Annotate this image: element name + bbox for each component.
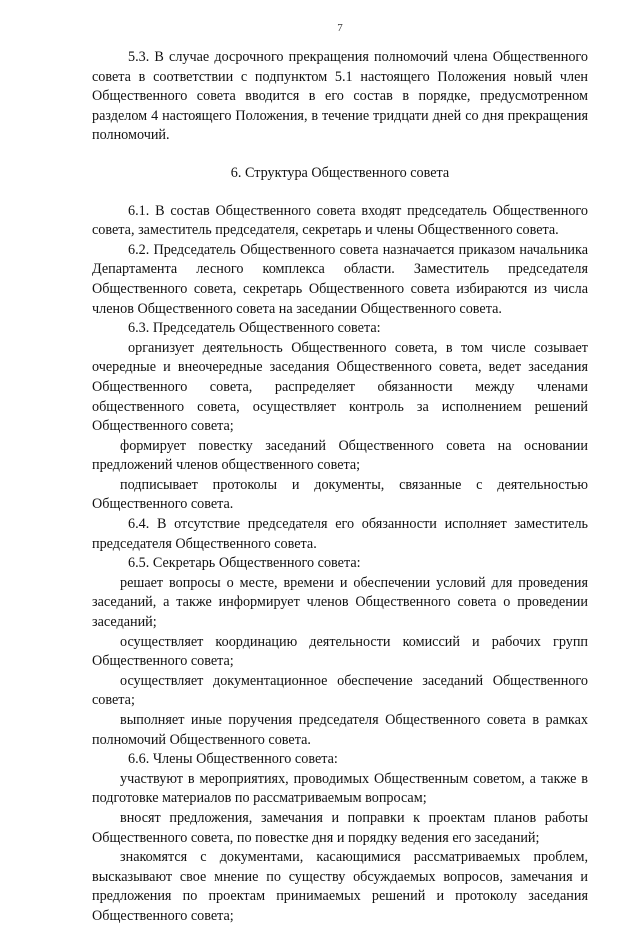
paragraph-6-6-proposals: вносят предложения, замечания и поправки к проектам планов работы Общественного совета, по повестке дня и порядку ведения его заседаний; xyxy=(92,809,588,846)
paragraph-6-5-coordination: осуществляет координацию деятельности комиссий и рабочих групп Общественного совета; xyxy=(92,633,588,670)
paragraph-6-3: 6.3. Председатель Общественного совета: xyxy=(128,320,381,337)
paragraph-6-6-participate: участвуют в мероприятиях, проводимых Общественным советом, а также в подготовке материалов по рассматриваемым вопросам; xyxy=(92,770,588,807)
paragraph-6-4: 6.4. В отсутствие председателя его обязанности исполняет заместитель председателя Общественного совета. xyxy=(92,516,588,552)
paragraph-6-5-meetings: решает вопросы о месте, времени и обеспечении условий для проведения заседаний, а также информирует членов Общественного совета о проведении заседаний; xyxy=(92,574,588,631)
paragraph-6-3-organizes: организует деятельность Общественного совета, в том числе созывает очередные и внеочередные заседания Общественного совета, ведет заседания Общественного совета, распределяет обязанности между членами общественного совета, осуществляет контроль за исполнением решений Общественного совета; xyxy=(92,339,588,435)
paragraph-6-6: 6.6. Члены Общественного совета: xyxy=(128,751,338,768)
paragraph-6-5-documents: осуществляет документационное обеспечение заседаний Общественного совета; xyxy=(92,672,588,709)
paragraph-6-5-other: выполняет иные поручения председателя Общественного совета в рамках полномочий Общественного совета. xyxy=(92,712,588,748)
paragraph-6-2: 6.2. Председатель Общественного совета назначается приказом начальника Департамента лесного комплекса области. Заместитель председателя Общественного совета, секретарь Общественного совета избираются из числа членов Общественного совета на заседании Общественного совета. xyxy=(92,241,588,317)
section-heading-6: 6. Структура Общественного совета xyxy=(230,164,450,181)
paragraph-5-3: 5.3. В случае досрочного прекращения полномочий члена Общественного совета в соответствии с подпунктом 5.1 настоящего Положения новый член Общественного совета вводится в его состав в порядке, предусмотренном разделом 4 настоящего Положения, в течение тридцати дней со дня прекращения полномочий. xyxy=(92,49,588,144)
paragraph-6-1: 6.1. В состав Общественного совета входят председатель Общественного совета, заместитель председателя, секретарь и члены Общественного совета. xyxy=(92,202,588,239)
paragraph-6-6-review: знакомятся с документами, касающимися рассматриваемых проблем, высказывают свое мнение по существу обсуждаемых вопросов, замечания и предложения по проектам принимаемых решений и протоколу заседания Общественного совета; xyxy=(92,849,588,924)
paragraph-6-5: 6.5. Секретарь Общественного совета: xyxy=(128,555,361,572)
paragraph-6-3-signs: подписывает протоколы и документы, связанные с деятельностью Общественного совета. xyxy=(92,476,588,513)
page-number: 7 xyxy=(337,22,343,34)
paragraph-6-3-agenda: формирует повестку заседаний Общественного совета на основании предложений членов общественного совета; xyxy=(92,437,588,474)
